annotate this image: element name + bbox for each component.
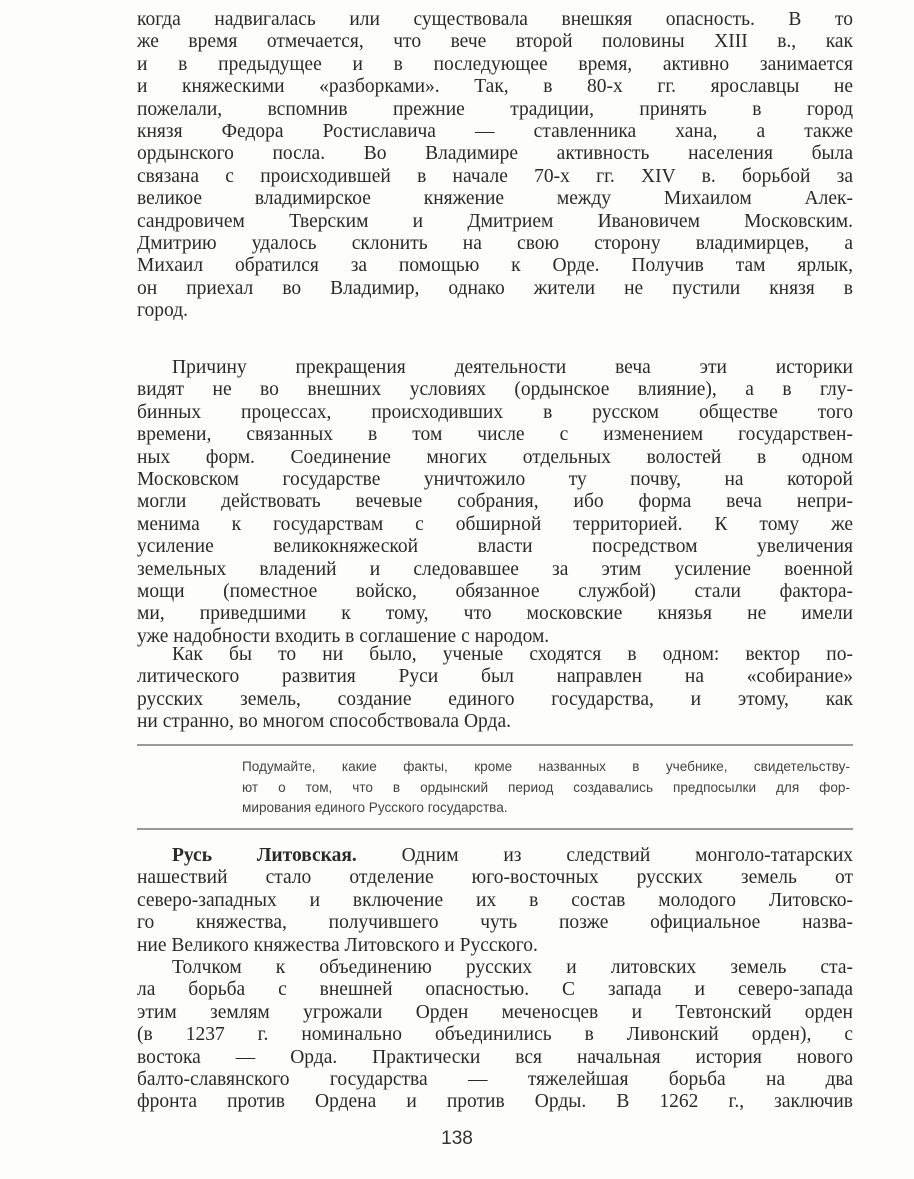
paragraph-veche-decline <box>137 357 853 648</box>
text-line: бинных процессах, происходивших в русском обществе того <box>137 401 853 423</box>
note-top-rule <box>137 744 853 746</box>
text-line: связана с происходившей в начале 70-х гг. XIV в. борьбой за <box>137 165 853 187</box>
text-line: балто-славянского государства — тяжелейшая борьба на два <box>137 1068 853 1090</box>
text-line: могли действовать вечевые собрания, ибо форма веча непри- <box>137 491 853 513</box>
text-line: Подумайте, какие факты, кроме названных в учебнике, свидетельству- <box>242 759 850 774</box>
text-line: Московском государстве уничтожило ту почву, на которой <box>137 468 853 490</box>
text-line: фронта против Ордена и против Орды. В 1262 г., заключив <box>137 1091 853 1113</box>
text-line: ных форм. Соединение многих отдельных волостей в одном <box>137 446 853 468</box>
text-line: город. <box>137 300 188 322</box>
section-lines <box>137 867 853 957</box>
text-line: (в 1237 г. номинально объединились в Ливонский орден), с <box>137 1024 853 1046</box>
text-line: литического развития Руси был направлен на «собирание» <box>137 666 853 688</box>
text-line: когда надвигалась или существовала внешкяя опасность. В то <box>137 9 853 30</box>
section-first-line-text: Одним из следствий монголо-татарских <box>356 845 854 866</box>
section-heading: Русь Литовская. <box>172 845 357 866</box>
text-line: ми, приведшими к тому, что московские князья не имели <box>137 603 853 625</box>
text-line: он приехал во Владимир, однако жители не пустили князя в <box>137 277 853 299</box>
text-line: Дмитрию удалось склонить на свою сторону владимирцев, а <box>137 232 853 254</box>
text-line: нашествий стало отделение юго-восточных русских земель от <box>137 867 853 889</box>
text-line: ние Великого княжества Литовского и Русского. <box>137 934 538 956</box>
text-line: усиление великокняжеской власти посредством увеличения <box>137 536 853 558</box>
text-line: русских земель, создание единого государства, и этому, как <box>137 688 853 710</box>
text-line: востока — Орда. Практически вся начальная история нового <box>137 1046 853 1068</box>
text-line: северо-западных и включение их в состав молодого Литовско- <box>137 889 853 911</box>
text-line: земельных владений и следовавшее за этим усиление военной <box>137 558 853 580</box>
page-number: 138 <box>441 1128 473 1149</box>
text-line: ла борьба с внешней опасностью. С запада и северо-запада <box>137 979 853 1001</box>
text-line: Толчком к объединению русских и литовских земель ста- <box>172 957 853 978</box>
text-line: князя Федора Ростиславича — ставленника хана, а также <box>137 120 853 142</box>
text-line: ни странно, во многом способствовала Орда. <box>137 711 511 733</box>
paragraph-unification <box>137 957 853 1114</box>
paragraph-vече-activity <box>137 9 853 322</box>
text-line: мирования единого Русского государства. <box>242 800 508 815</box>
note-bottom-rule <box>137 828 853 830</box>
assignment-note <box>242 757 850 819</box>
text-line: Михаил обратился за помощью к Орде. Получив там ярлык, <box>137 255 853 277</box>
text-line: ют о том, что в ордынский период создавались предпосылки для фор- <box>242 779 850 795</box>
text-line: сандровичем Тверским и Дмитрием Ивановичем Московским. <box>137 210 853 232</box>
text-line: и княжескими «разборками». Так, в 80-х гг. ярославцы не <box>137 76 853 98</box>
text-line: ордынского посла. Во Владимире активность населения была <box>137 143 853 165</box>
text-line: Как бы то ни было, ученые сходятся в одном: вектор по- <box>172 644 853 665</box>
text-line: го княжества, получившего чуть позже официальное назва- <box>137 912 853 934</box>
text-line: же время отмечается, что вече второй половины XIII в., как <box>137 31 853 53</box>
text-line: уже надобности входить в соглашение с народом. <box>137 625 550 647</box>
text-line: великое владимирское княжение между Михаилом Алек- <box>137 188 853 210</box>
text-line: менима к государствам с обширной территорией. К тому же <box>137 513 853 535</box>
section-first-line <box>137 845 853 867</box>
paragraph-conclusion <box>137 644 853 734</box>
text-line: и в предыдущее и в последующее время, активно занимается <box>137 53 853 75</box>
text-line: видят не во внешних условиях (ордынское влияние), а в глу- <box>137 379 853 401</box>
text-line: Причину прекращения деятельности веча эти историки <box>172 357 853 378</box>
text-line: пожелали, вспомнив прежние традиции, принять в город <box>137 98 853 120</box>
text-line: времени, связанных в том числе с изменением государствен- <box>137 424 853 446</box>
text-line: мощи (поместное войско, обязанное службой) стали фактора- <box>137 580 853 602</box>
section-lithuanian-rus <box>137 845 853 957</box>
text-line: этим землям угрожали Орден меченосцев и Тевтонский орден <box>137 1001 853 1023</box>
